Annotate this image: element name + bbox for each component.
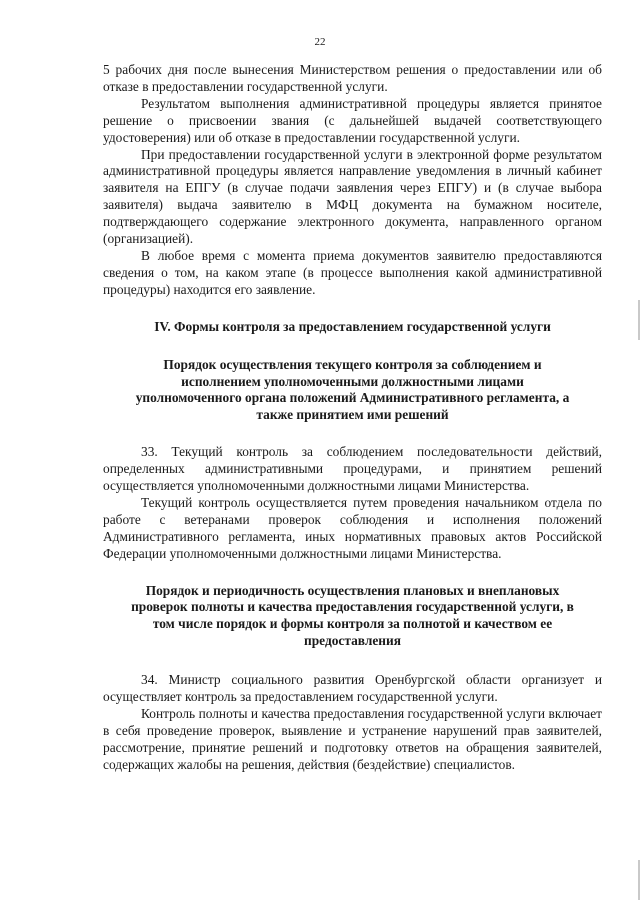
heading-line: Порядок и периодичность осуществления плановых и внеплановых xyxy=(145,582,560,598)
paragraph-continuation: 5 рабочих дня после вынесения Министерством решения о предоставлении или об отказе в предоставлении государственной услуги. xyxy=(103,62,602,94)
heading-line: исполнением уполномоченными должностными лицами xyxy=(181,373,524,389)
heading-line: уполномоченного органа положений Административного регламента, а xyxy=(135,390,570,406)
subsection-heading-inspections xyxy=(103,583,602,651)
heading-line: Порядок осуществления текущего контроля за соблюдением и xyxy=(163,356,542,372)
heading-line: проверок полноты и качества предоставления государственной услуги, в xyxy=(131,599,574,615)
paragraph-electronic-form: При предоставлении государственной услуги в электронной форме результатом административной процедуры является направление уведомления в личный кабинет заявителя на ЕПГУ (в случае подачи заявления через ЕПГУ) и (в случае выбора заявителя) выдача заявителю в МФЦ документа на бумажном носителе, подтверждающего содержание электронного документа, направленного органом (организацией). xyxy=(103,146,602,247)
page-number: 22 xyxy=(314,36,326,48)
paragraph-34: 34. Министр социального развития Оренбургской области организует и осуществляет контроль за предоставлением государственной услуги. xyxy=(103,672,602,705)
section-heading-iv: IV. Формы контроля за предоставлением государственной услуги xyxy=(154,318,551,334)
paragraph-result: Результатом выполнения административной процедуры является принятое решение о присвоении звания (с дальнейшей выдачей соответствующего удостоверения) или об отказе в предоставлении государственной услуги. xyxy=(103,95,602,145)
subsection-heading-current-control xyxy=(103,357,602,425)
paragraph-quality-control: Контроль полноты и качества предоставления государственной услуги включает в себя проведение проверок, выявление и устранение нарушений прав заявителей, рассмотрение, принятие решений и подготовку ответов на обращения заявителей, содержащих жалобы на решения, действия (бездействие) специалистов. xyxy=(103,706,602,772)
paragraph-status-info: В любое время с момента приема документов заявителю предоставляются сведения о том, на каком этапе (в процессе выполнения какой административной процедуры) находится его заявление. xyxy=(103,247,602,297)
paragraph-33: 33. Текущий контроль за соблюдением последовательности действий, определенных административными процедурами, и принятием решений осуществляется уполномоченными должностными лицами Министерства. xyxy=(103,444,602,494)
heading-line: также принятием ими решений xyxy=(256,407,449,423)
heading-line: предоставления xyxy=(304,633,401,649)
paragraph-current-control: Текущий контроль осуществляется путем проведения начальником отдела по работе с ветеранами проверок соблюдения и исполнения положений Административного регламента, иных нормативных правовых актов Российской Федерации уполномоченными должностными лицами Министерства. xyxy=(103,494,602,561)
heading-line: том числе порядок и формы контроля за полнотой и качеством ее xyxy=(152,616,553,632)
document-body xyxy=(103,62,602,774)
